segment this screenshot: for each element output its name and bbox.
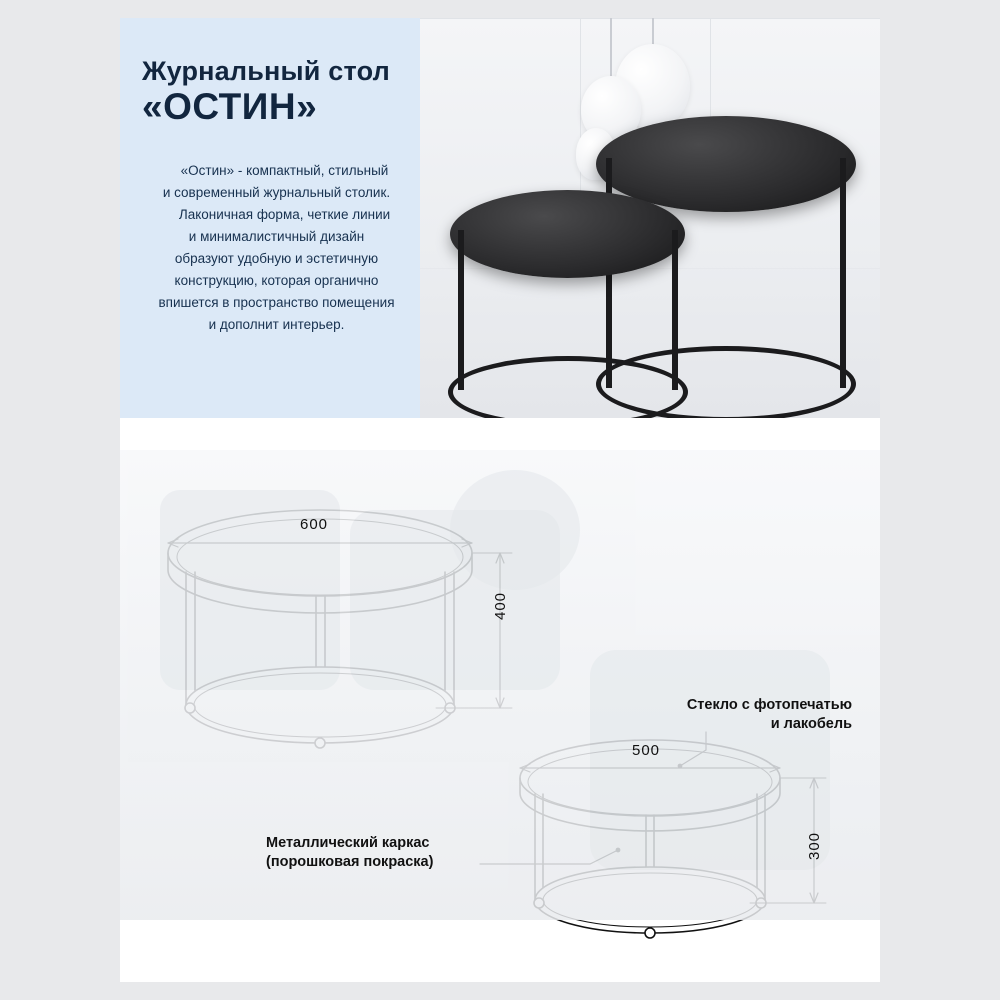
description-line: Лаконичная форма, четкие линии — [178, 207, 391, 222]
description-line: и минималистичный дизайн — [188, 229, 365, 244]
description-line: впишется в пространство помещения — [158, 295, 395, 310]
small-table-diameter-label: 500 — [632, 742, 661, 759]
description-line: «Остин» - компактный, стильный — [180, 163, 389, 178]
big-table-diameter-label: 600 — [300, 516, 329, 533]
glass-callout-line-1: Стекло с фотопечатью — [686, 697, 852, 713]
technical-drawings — [120, 420, 880, 982]
title-line-2: «ОСТИН» — [142, 86, 318, 128]
glass-callout — [652, 696, 852, 734]
description-line: конструкцию, которая органично — [174, 273, 379, 288]
photo-table-small-leg — [458, 230, 464, 390]
frame-callout-line-1: Металлический каркас — [266, 835, 430, 851]
title-line-1: Журнальный стол — [142, 56, 390, 86]
glass-callout-line-2: и лакобель — [770, 715, 852, 732]
small-table-height-label: 300 — [806, 831, 823, 860]
description-line: образуют удобную и эстетичную — [174, 251, 379, 266]
page-title — [142, 56, 432, 128]
lamp-cord — [610, 18, 612, 80]
frame-callout — [266, 834, 496, 872]
photo-table-small-top — [450, 190, 685, 278]
photo-table-large-leg — [840, 158, 846, 388]
description-line: и современный журнальный столик. — [162, 185, 391, 200]
room-background — [120, 450, 880, 920]
product-photo — [420, 18, 880, 418]
photo-table-small-leg — [672, 230, 678, 390]
big-table-height-label: 400 — [492, 591, 509, 620]
photo-table-small-ring — [448, 356, 688, 418]
top-banner — [120, 18, 880, 418]
product-description — [134, 160, 419, 336]
description-line: и дополнит интерьер. — [208, 317, 345, 332]
frame-callout-line-2: (порошковая покраска) — [266, 853, 434, 870]
